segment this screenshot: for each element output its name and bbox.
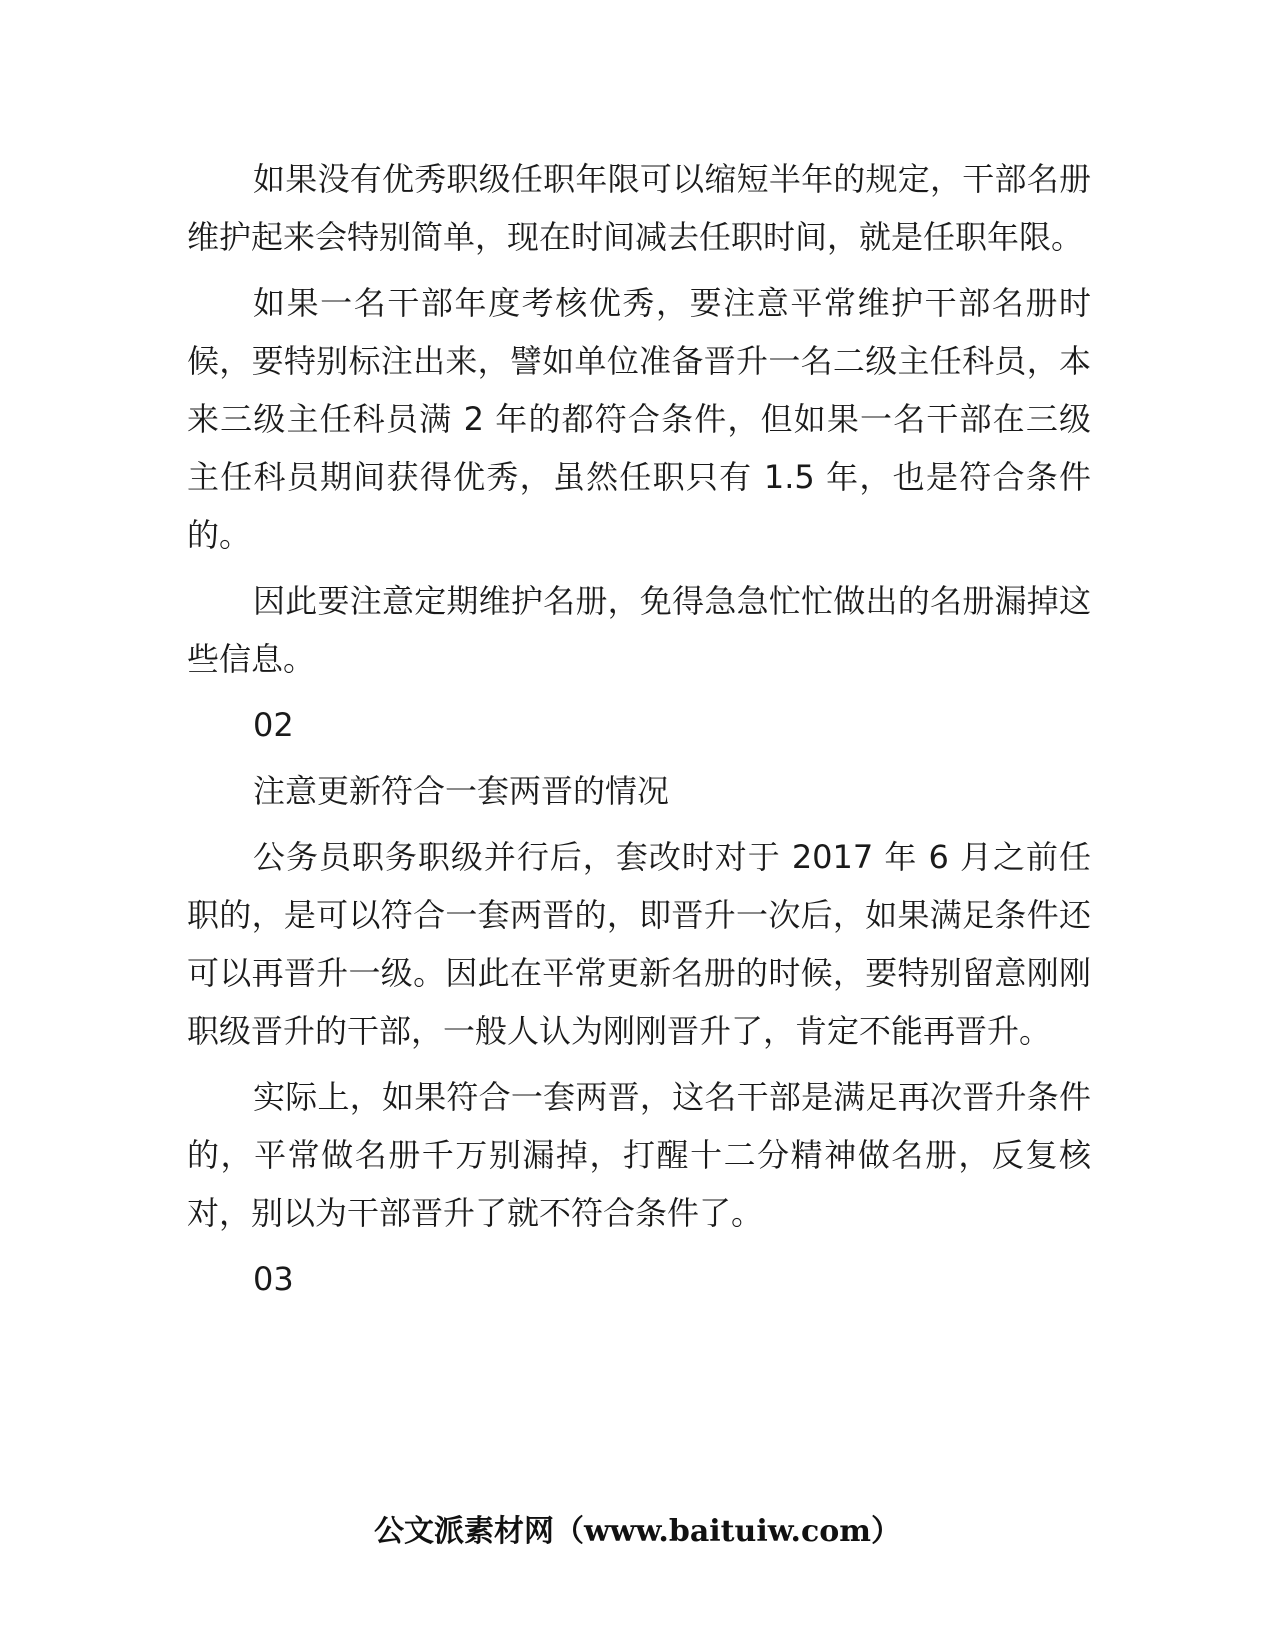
section-number-03: 03 (253, 1260, 294, 1298)
footer-watermark-text: 公文派素材网（www.baituiw.com） (373, 1514, 902, 1549)
paragraph-5: 实际上，如果符合一套两晋，这名干部是满足再次晋升条件的，平常做名册千万别漏掉，打醒十二分精神做名册，反复核对，别以为干部晋升了就不符合条件了。 (187, 1078, 1091, 1232)
paragraph-2: 如果一名干部年度考核优秀，要注意平常维护干部名册时候，要特别标注出来，譬如单位准备晋升一名二级主任科员，本来三级主任科员满 2 年的都符合条件，但如果一名干部在三级主任科员期间获得优秀，虽然任职只有 1.5 年，也是符合条件的。 (187, 284, 1091, 554)
paragraph-4: 公务员职务职级并行后，套改时对于 2017 年 6 月之前任职的，是可以符合一套两晋的，即晋升一次后，如果满足条件还可以再晋升一级。因此在平常更新名册的时候，要特别留意刚刚职级晋升的干部，一般人认为刚刚晋升了，肯定不能再晋升。 (187, 838, 1091, 1050)
paragraph-1: 如果没有优秀职级任职年限可以缩短半年的规定，干部名册维护起来会特别简单，现在时间减去任职时间，就是任职年限。 (187, 160, 1091, 256)
section-number-02: 02 (253, 706, 294, 744)
paragraph-3: 因此要注意定期维护名册，免得急急忙忙做出的名册漏掉这些信息。 (187, 582, 1091, 678)
document-page (187, 150, 1091, 1316)
section-title-02: 注意更新符合一套两晋的情况 (253, 772, 670, 810)
